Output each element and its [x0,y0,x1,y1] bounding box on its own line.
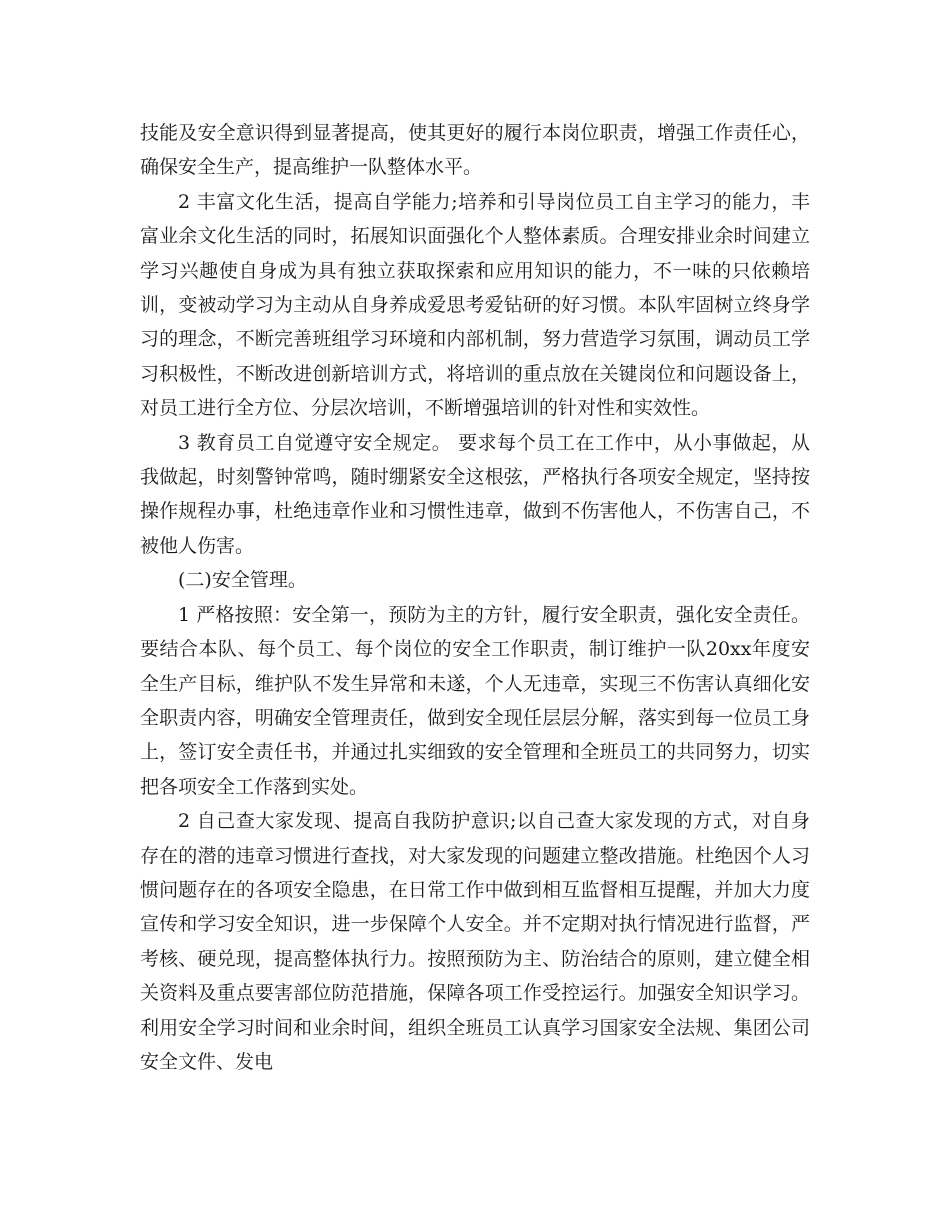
document-body [140,116,810,1079]
paragraph-continuation: 技能及安全意识得到显著提高，使其更好的履行本岗位职责，增强工作责任心，确保安全生产，提高维护一队整体水平。 [140,122,810,179]
paragraph-safety-rules: 3 教育员工自觉遵守安全规定。 要求每个员工在工作中，从小事做起，从我做起，时刻警钟常鸣，随时绷紧安全这根弦，严格执行各项安全规定，坚持按操作规程办事，杜绝违章作业和习惯性违章，做到不伤害他人，不伤害自己，不被他人伤害。 [140,431,810,557]
paragraph-self-inspection: 2 自己查大家发现、提高自我防护意识;以自己查大家发现的方式，对自身存在的潜的违章习惯进行查找，对大家发现的问题建立整改措施。杜绝因个人习惯问题存在的各项安全隐患，在日常工作中做到相互监督相互提醒，并加大力度宣传和学习安全知识，进一步保障个人安全。并不定期对执行情况进行监督，严考核、硬兑现，提高整体执行力。按照预防为主、防治结合的原则，建立健全相关资料及重点要害部位防范措施，保障各项工作受控运行。加强安全知识学习。利用安全学习时间和业余时间，组织全班员工认真学习国家安全法规、集团公司安全文件、发电 [140,810,810,1073]
paragraph-self-study: 2 丰富文化生活，提高自学能力;培养和引导岗位员工自主学习的能力，丰富业余文化生活的同时，拓展知识面强化个人整体素质。合理安排业余时间建立学习兴趣使自身成为具有独立获取探索和应用知识的能力，不一味的只依赖培训，变被动学习为主动从自身养成爱思考爱钻研的好习惯。本队牢固树立终身学习的理念，不断完善班组学习环境和内部机制，努力营造学习氛围，调动员工学习积极性，不断改进创新培训方式，将培训的重点放在关键岗位和问题设备上，对员工进行全方位、分层次培训，不断增强培训的针对性和实效性。 [140,190,810,420]
paragraph-safety-policy: 1 严格按照：安全第一，预防为主的方针，履行安全职责，强化安全责任。要结合本队、每个员工、每个岗位的安全工作职责，制订维护一队20xx年度安全生产目标，维护队不发生异常和未遂，个人无违章，实现三不伤害认真细化安全职责内容，明确安全管理责任，做到安全现任层层分解，落实到每一位员工身上，签订安全责任书，并通过扎实细致的安全管理和全班员工的共同努力，切实把各项安全工作落到实处。 [140,603,810,798]
section-heading-safety-management: (二)安全管理。 [178,569,307,592]
